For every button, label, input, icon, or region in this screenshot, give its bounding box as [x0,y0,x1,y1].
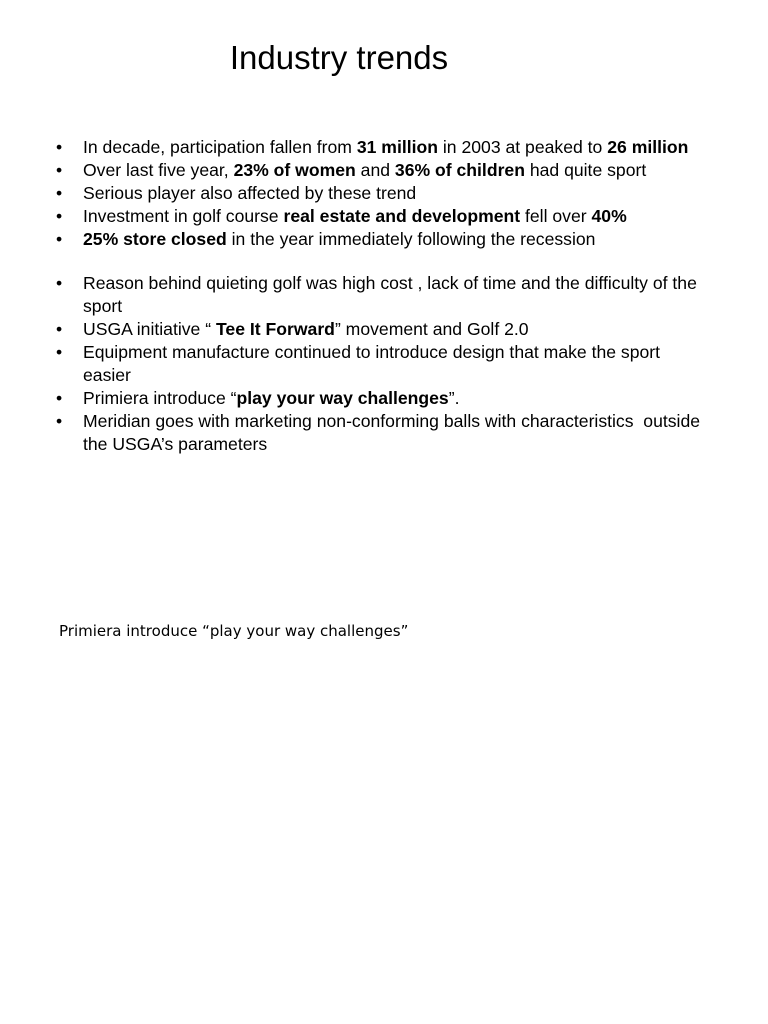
bullet-dot-icon: • [56,411,63,431]
bullet-text: Reason behind quieting golf was high cost , lack of time and the difficulty of the sport [83,273,697,316]
bullet-item [56,182,706,205]
slide-title: Industry trends [229,39,449,76]
bullet-item [56,228,706,251]
bullet-dot-icon: • [56,183,63,203]
bullet-item [56,136,706,159]
bullet-item [56,387,706,410]
footer-note: Primiera introduce “play your way challenges” [59,622,409,640]
bullet-text: ”. [448,388,460,408]
bullet-item [56,341,706,387]
bullet-text: In decade, participation fallen from [83,137,357,157]
bullet-emphasis: 31 million [356,137,438,157]
bullet-text: fell over [520,206,592,226]
bullet-emphasis: 36% of children [394,160,525,180]
bullet-emphasis: play your way challenges [236,388,449,408]
bullet-text: USGA initiative “ [83,319,216,339]
bullet-dot-icon: • [56,388,63,408]
bullet-text: Over last five year, [83,160,234,180]
bullet-item [56,318,706,341]
bullet-dot-icon: • [56,137,63,157]
bullet-text: and [355,160,395,180]
bullet-dot-icon: • [56,206,63,226]
bullet-text: Meridian goes with marketing non-conforming balls with characteristics outside the USGA’s parameters [83,411,701,454]
bullet-text: Equipment manufacture continued to introduce design that make the sport easier [83,342,661,385]
bullet-dot-icon: • [56,229,63,249]
bullet-text: in the year immediately following the recession [226,229,596,249]
bullet-emphasis: Tee It Forward [215,319,335,339]
bullet-text: had quite sport [524,160,647,180]
bullet-item [56,159,706,182]
bullet-item [56,410,706,456]
bullet-dot-icon: • [56,273,63,293]
bullet-emphasis: real estate and development [283,206,521,226]
bullet-text: Serious player also affected by these trend [83,183,417,203]
bullet-emphasis: 25% store closed [83,229,227,249]
bullet-dot-icon: • [56,160,63,180]
bullet-emphasis: 40% [591,206,627,226]
bullet-text: ” movement and Golf 2.0 [334,319,529,339]
bullet-dot-icon: • [56,319,63,339]
bullet-emphasis: 23% of women [233,160,356,180]
bullet-emphasis: 26 million [607,137,689,157]
bullet-list [56,136,706,456]
bullet-text: in 2003 at peaked to [438,137,608,157]
bullet-text: Investment in golf course [83,206,284,226]
bullet-item [56,272,706,318]
bullet-text: Primiera introduce “ [83,388,237,408]
bullet-item [56,205,706,228]
bullet-dot-icon: • [56,342,63,362]
